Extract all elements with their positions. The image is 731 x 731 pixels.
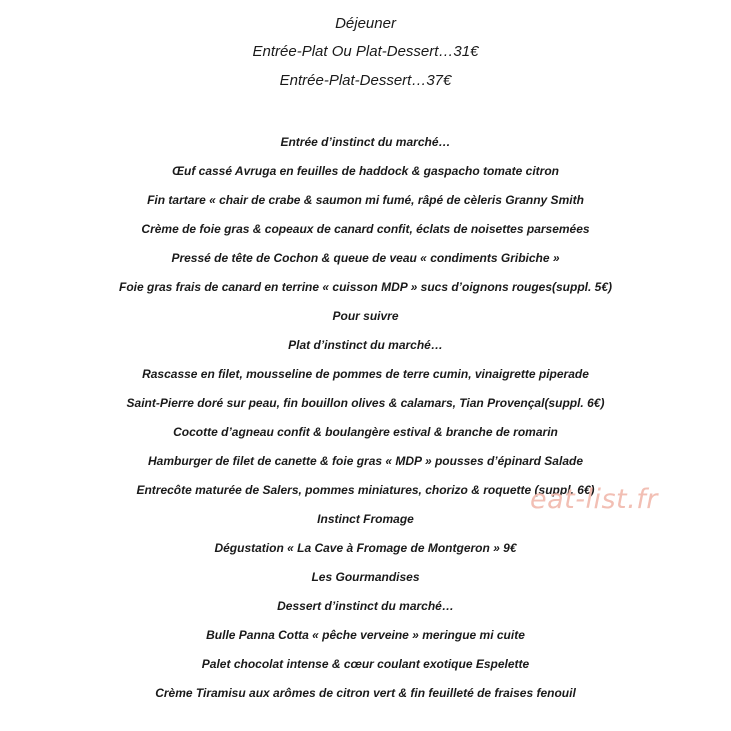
formula-three-courses: Entrée-Plat-Dessert…37€ bbox=[279, 72, 452, 89]
menu-line: Cocotte d’agneau confit & boulangère estival & branche de romarin bbox=[173, 425, 558, 439]
menu-line: Bulle Panna Cotta « pêche verveine » meringue mi cuite bbox=[206, 628, 525, 642]
menu-line: Les Gourmandises bbox=[311, 570, 420, 584]
menu-title: Déjeuner bbox=[335, 15, 396, 32]
menu-line: Foie gras frais de canard en terrine « cuisson MDP » sucs d’oignons rouges(suppl. 5€) bbox=[118, 280, 612, 294]
menu-line: Fin tartare « chair de crabe & saumon mi fumé, râpé de cèleris Granny Smith bbox=[147, 193, 584, 207]
menu-line: Palet chocolat intense & cœur coulant exotique Espelette bbox=[201, 657, 530, 671]
menu-line: Saint-Pierre doré sur peau, fin bouillon olives & calamars, Tian Provençal(suppl. 6€) bbox=[126, 396, 605, 410]
menu-line: Crème Tiramisu aux arômes de citron vert & fin feuilleté de fraises fenouil bbox=[155, 686, 576, 700]
watermark: eat-list.fr bbox=[530, 484, 658, 515]
menu-line: Rascasse en filet, mousseline de pommes de terre cumin, vinaigrette piperade bbox=[142, 367, 589, 381]
formula-two-courses: Entrée-Plat Ou Plat-Dessert…31€ bbox=[252, 43, 479, 60]
menu-line: Hamburger de filet de canette & foie gras « MDP » pousses d’épinard Salade bbox=[147, 454, 583, 468]
menu-line: Instinct Fromage bbox=[317, 512, 414, 526]
menu-line: Dégustation « La Cave à Fromage de Montgeron » 9€ bbox=[214, 541, 517, 555]
menu-line: Entrée d’instinct du marché… bbox=[280, 135, 451, 149]
menu-line: Pressé de tête de Cochon & queue de veau « condiments Gribiche » bbox=[171, 251, 560, 265]
menu-line: Dessert d’instinct du marché… bbox=[277, 599, 454, 613]
menu-line: Pour suivre bbox=[332, 309, 399, 323]
menu-line: Plat d’instinct du marché… bbox=[288, 338, 443, 352]
menu-line: Entrecôte maturée de Salers, pommes miniatures, chorizo & roquette (suppl. 6€) bbox=[136, 483, 595, 497]
menu-line: Crème de foie gras & copeaux de canard confit, éclats de noisettes parsemées bbox=[141, 222, 590, 236]
menu-line: Œuf cassé Avruga en feuilles de haddock & gaspacho tomate citron bbox=[172, 164, 559, 178]
